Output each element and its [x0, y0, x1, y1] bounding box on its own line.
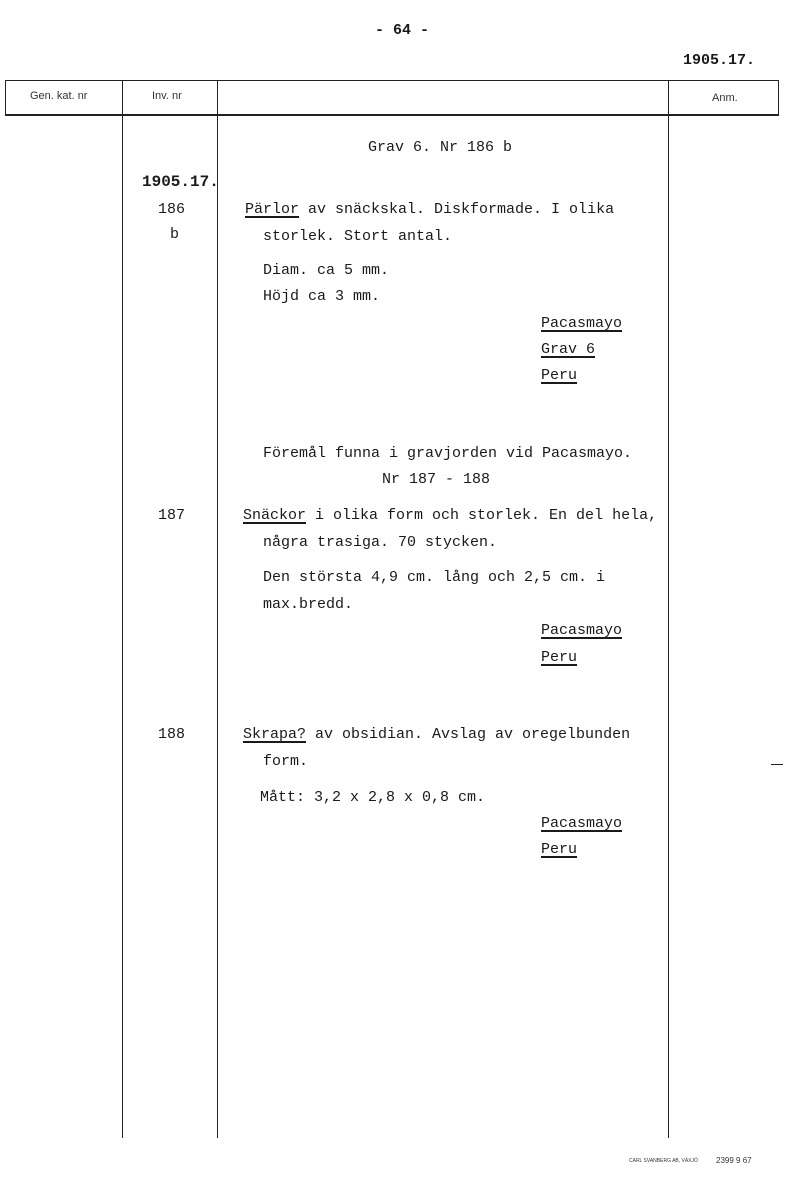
section-2-heading-1: Föremål funna i gravjorden vid Pacasmayo. [263, 445, 633, 462]
entry-187-line-2: några trasiga. 70 stycken. [263, 534, 498, 551]
entry-188-location-2: Peru [541, 841, 578, 858]
margin-tick [771, 764, 783, 765]
entry-188-line-3: Mått: 3,2 x 2,8 x 0,8 cm. [260, 789, 486, 806]
column-header-gen-kat: Gen. kat. nr [30, 90, 88, 102]
entry-187-inv: 187 [158, 507, 186, 524]
column-divider-2 [217, 80, 218, 1138]
page-number: - 64 - [375, 22, 430, 39]
inv-number: 186 [158, 201, 186, 218]
inv-year: 1905.17. [142, 173, 219, 191]
form-code: 2399 9 67 [716, 1156, 752, 1165]
entry-188-line-2: form. [263, 753, 309, 770]
entry-187-line-1 [243, 507, 657, 524]
entry-187-location-1: Pacasmayo [541, 622, 623, 639]
section-heading: Grav 6. Nr 186 b [368, 139, 513, 156]
page-year-ref: 1905.17. [683, 52, 756, 69]
entry-188-inv: 188 [158, 726, 186, 743]
printer-imprint: CARL SVANBERG AB, VÄXJÖ [629, 1158, 698, 1164]
column-divider-right [778, 80, 779, 116]
entry-186-location-2: Grav 6 [541, 341, 596, 358]
entry-186-term: Pärlor [245, 201, 300, 218]
entry-187-location-2: Peru [541, 649, 578, 666]
column-divider-left [5, 80, 6, 116]
entry-188-line-1 [243, 726, 630, 743]
entry-187-term: Snäckor [243, 507, 307, 524]
entry-186-location-3: Peru [541, 367, 578, 384]
section-2-heading-2: Nr 187 - 188 [382, 471, 491, 488]
inv-suffix: b [170, 226, 180, 243]
column-header-anm: Anm. [712, 92, 738, 104]
entry-186-location-1: Pacasmayo [541, 315, 623, 332]
entry-186-line-3: Diam. ca 5 mm. [263, 262, 390, 279]
entry-187-line-3: Den största 4,9 cm. lång och 2,5 cm. i [263, 569, 606, 586]
entry-186-line-1-text: av snäckskal. Diskformade. I olika [299, 201, 615, 218]
entry-188-line-1-text: av obsidian. Avslag av oregelbunden [306, 726, 631, 743]
entry-188-term: Skrapa? [243, 726, 307, 743]
entry-186-line-2: storlek. Stort antal. [263, 228, 453, 245]
column-divider-1 [122, 80, 123, 1138]
entry-187-line-1-text: i olika form och storlek. En del hela, [306, 507, 658, 524]
entry-186-line-1 [245, 201, 614, 218]
column-header-inv: Inv. nr [152, 90, 182, 102]
entry-186-line-4: Höjd ca 3 mm. [263, 288, 381, 305]
entry-188-location-1: Pacasmayo [541, 815, 623, 832]
column-divider-3 [668, 80, 669, 1138]
entry-187-line-4: max.bredd. [263, 596, 354, 613]
